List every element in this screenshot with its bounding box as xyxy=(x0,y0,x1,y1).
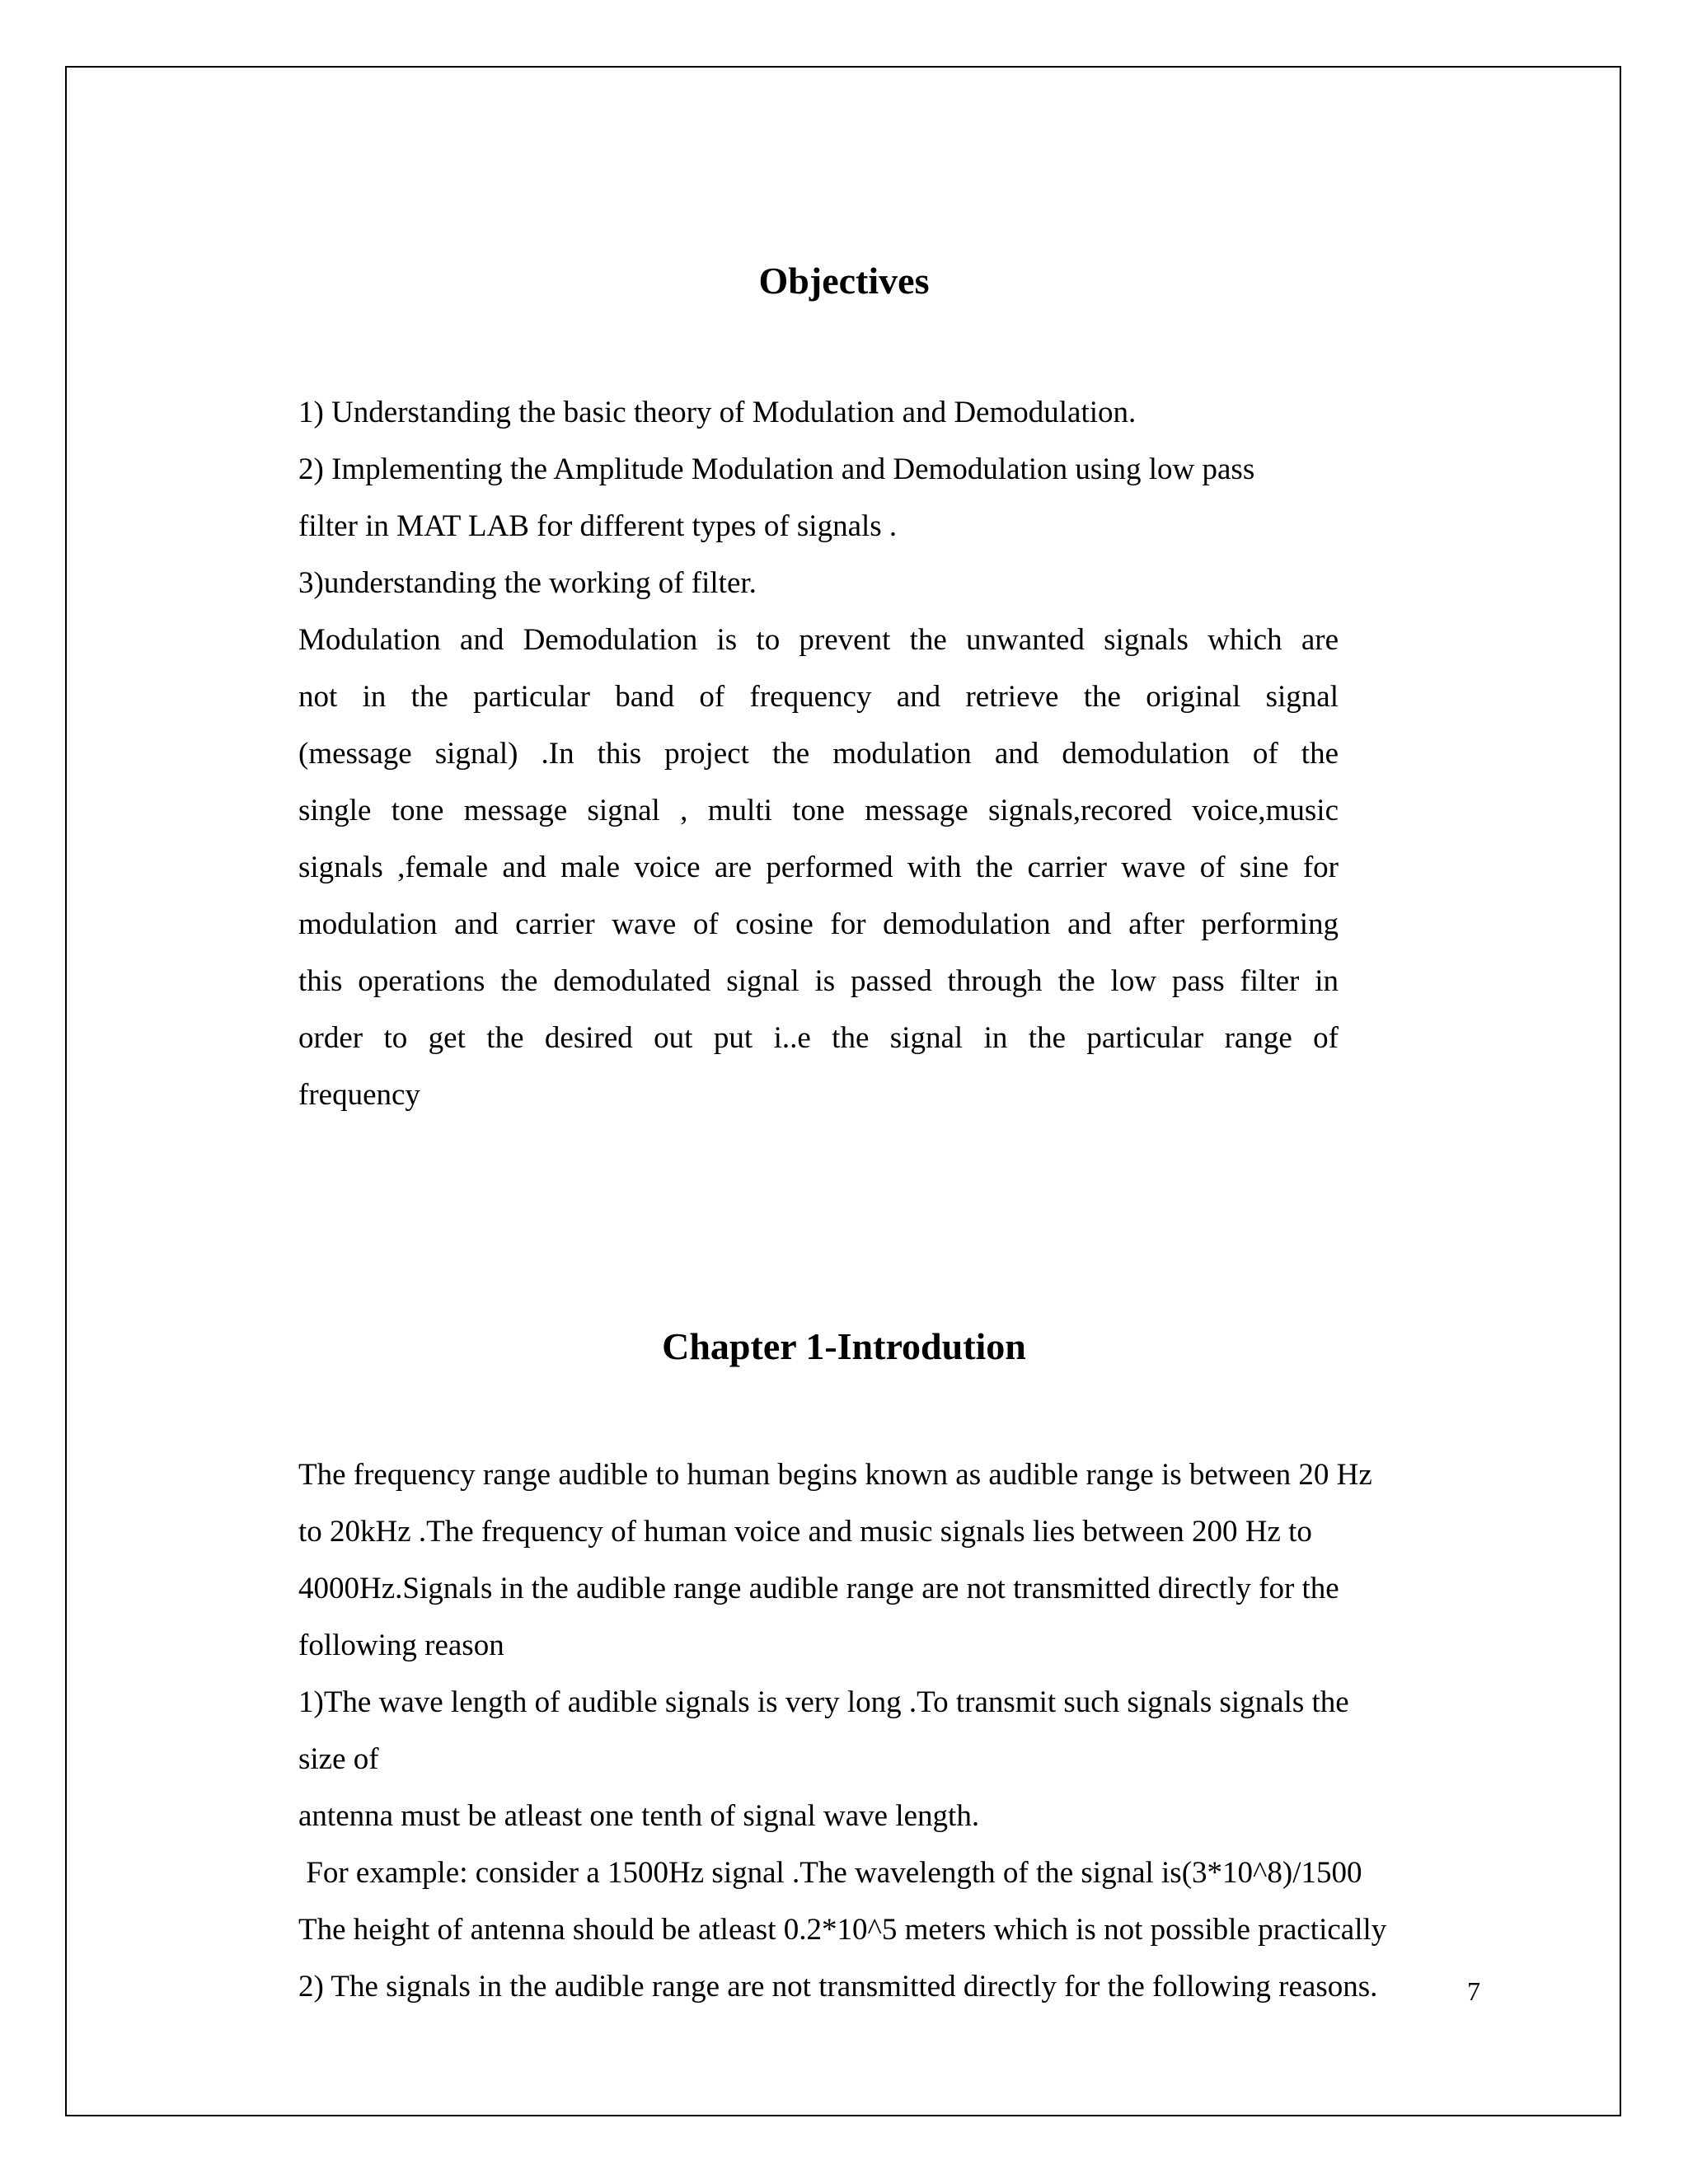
paragraph-line: modulation and carrier wave of cosine for demodulation and after performing xyxy=(298,907,1339,941)
objectives-heading: Objectives xyxy=(758,260,930,302)
page-number: 7 xyxy=(1467,1976,1480,2006)
paragraph-line: order to get the desired out put i..e the signal in the particular range of xyxy=(298,1021,1339,1055)
paragraph-line: Modulation and Demodulation is to prevent the unwanted signals which are xyxy=(298,623,1339,657)
paragraph-line: (message signal) .In this project the modulation and demodulation of the xyxy=(298,737,1339,771)
objective-item: 3)understanding the working of filter. xyxy=(298,566,757,600)
objectives-list xyxy=(298,384,1339,612)
chapter-heading: Chapter 1-Introdution xyxy=(662,1325,1026,1367)
intro-line: antenna must be atleast one tenth of signal wave length. xyxy=(298,1799,980,1833)
intro-line: 2) The signals in the audible range are not transmitted directly for the following reasons. xyxy=(298,1970,1378,2004)
objective-item: 1) Understanding the basic theory of Modulation and Demodulation. xyxy=(298,396,1137,429)
introduction-text xyxy=(298,1446,1568,2015)
objective-item: 2) Implementing the Amplitude Modulation and Demodulation using low pass xyxy=(298,452,1255,486)
intro-line: size of xyxy=(298,1742,379,1776)
intro-line: 4000Hz.Signals in the audible range audible range are not transmitted directly for the xyxy=(298,1572,1339,1605)
objectives-paragraph xyxy=(298,612,1339,1123)
intro-line: to 20kHz .The frequency of human voice and music signals lies between 200 Hz to xyxy=(298,1515,1312,1549)
paragraph-line: signals ,female and male voice are performed with the carrier wave of sine for xyxy=(298,851,1339,884)
intro-line: For example: consider a 1500Hz signal .The wavelength of the signal is(3*10^8)/1500 xyxy=(298,1856,1362,1890)
objective-item: filter in MAT LAB for different types of signals . xyxy=(298,509,898,543)
intro-line: The height of antenna should be atleast 0.2*10^5 meters which is not possible practically xyxy=(298,1913,1387,1947)
intro-line: The frequency range audible to human begins known as audible range is between 20 Hz xyxy=(298,1458,1372,1492)
paragraph-line: single tone message signal , multi tone message signals,recored voice,music xyxy=(298,794,1339,827)
intro-line: 1)The wave length of audible signals is very long .To transmit such signals signals the xyxy=(298,1685,1349,1719)
paragraph-line: not in the particular band of frequency and retrieve the original signal xyxy=(298,680,1339,714)
paragraph-line: frequency xyxy=(298,1078,420,1112)
paragraph-line: this operations the demodulated signal is passed through the low pass filter in xyxy=(298,964,1339,998)
intro-line: following reason xyxy=(298,1629,504,1662)
